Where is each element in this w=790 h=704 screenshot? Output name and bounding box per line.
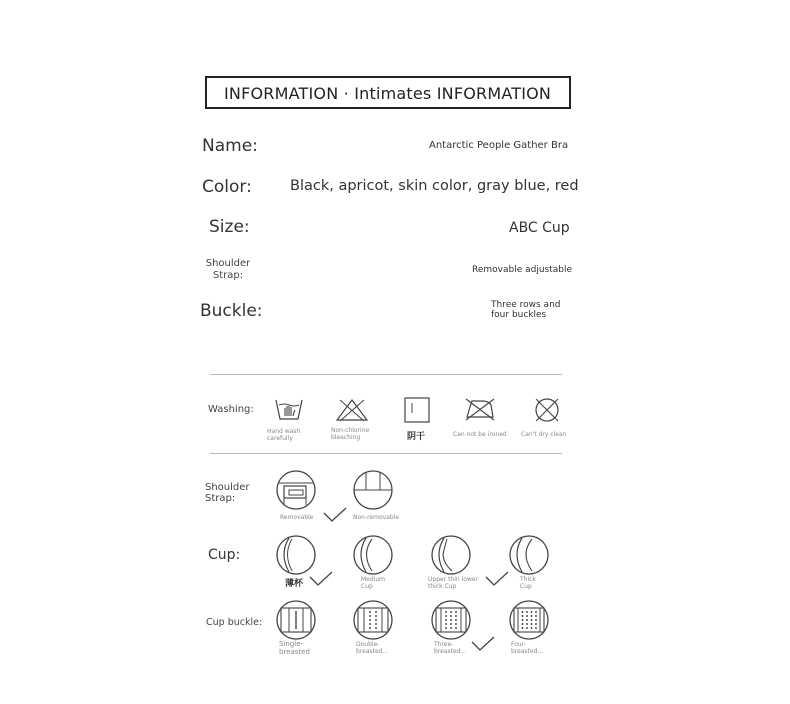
hand-wash-caption-1: Hand wash xyxy=(267,428,301,435)
strap-section-label xyxy=(205,482,250,504)
no-bleach-caption xyxy=(331,427,369,441)
no-dry-clean-icon xyxy=(533,396,561,424)
medium-cup-caption-1: Medium xyxy=(361,576,385,583)
thin-cup-caption: 薄杯 xyxy=(285,579,304,589)
buckle-value-line-1: Three rows and xyxy=(491,300,561,310)
thin-cup-icon[interactable] xyxy=(275,534,317,576)
hand-wash-caption-2: carefully xyxy=(267,435,293,442)
dry-shade-icon xyxy=(404,397,430,423)
upper-thin-cup-icon[interactable] xyxy=(430,534,472,576)
single-breasted-caption-2: breasted xyxy=(279,648,310,656)
strap-section-label-1: Shoulder xyxy=(205,482,250,493)
page-title: INFORMATION · Intimates INFORMATION xyxy=(224,84,552,103)
single-breasted-icon[interactable] xyxy=(275,599,317,641)
buckle-value xyxy=(491,300,561,320)
medium-cup-caption xyxy=(361,576,385,590)
upper-thin-cup-caption xyxy=(428,576,478,590)
divider-top xyxy=(210,374,562,375)
check-icon xyxy=(323,507,347,523)
strap-section-label-2: Strap: xyxy=(205,493,236,504)
thick-cup-caption-2: Cup xyxy=(520,583,532,590)
size-value: ABC Cup xyxy=(509,220,570,236)
cup-section-label: Cup: xyxy=(208,547,241,563)
non-removable-strap-icon[interactable] xyxy=(352,469,394,511)
color-label: Color: xyxy=(202,177,252,197)
removable-caption: Removable xyxy=(280,514,314,521)
no-dry-clean-caption: Can't dry clean xyxy=(521,431,567,438)
name-value: Antarctic People Gather Bra xyxy=(429,140,569,151)
hand-wash-icon xyxy=(275,396,303,422)
double-breasted-caption-1: Double- xyxy=(356,641,380,648)
double-breasted-icon[interactable] xyxy=(352,599,394,641)
upper-thin-cup-caption-2: thick Cup xyxy=(428,583,457,590)
upper-thin-cup-caption-1: Upper thin lower xyxy=(428,576,479,583)
buckle-label: Buckle: xyxy=(200,301,263,321)
hand-wash-caption xyxy=(267,428,300,442)
check-icon xyxy=(485,571,509,587)
thick-cup-caption-1: Thick xyxy=(520,576,536,583)
no-iron-caption: Can not be ironed xyxy=(453,431,507,438)
removable-strap-icon[interactable] xyxy=(275,469,317,511)
strap-label-line-2: Strap: xyxy=(212,270,244,281)
size-label: Size: xyxy=(209,217,250,237)
buckle-section-label: Cup buckle: xyxy=(206,617,263,628)
medium-cup-caption-2: Cup xyxy=(361,583,373,590)
three-breasted-caption xyxy=(434,641,466,655)
dry-shade-caption: 阴干 xyxy=(407,432,426,442)
strap-value: Removable adjustable xyxy=(472,265,573,275)
four-breasted-caption-1: Four- xyxy=(511,641,526,648)
single-breasted-caption-1: Single- xyxy=(279,640,304,648)
three-breasted-icon[interactable] xyxy=(430,599,472,641)
color-value: Black, apricot, skin color, gray blue, red xyxy=(290,178,579,194)
check-icon xyxy=(309,571,333,587)
strap-label-line-1: Shoulder xyxy=(205,258,251,269)
non-removable-caption: Non-removable xyxy=(353,514,400,521)
double-breasted-caption-2: breasted... xyxy=(356,648,389,655)
no-iron-icon xyxy=(464,397,496,421)
four-breasted-caption-2: breasted... xyxy=(511,648,544,655)
thick-cup-caption xyxy=(520,576,536,590)
medium-cup-icon[interactable] xyxy=(352,534,394,576)
four-breasted-icon[interactable] xyxy=(508,599,550,641)
no-bleach-caption-2: bleaching xyxy=(331,434,361,441)
name-label: Name: xyxy=(202,136,258,156)
check-icon xyxy=(471,636,495,652)
three-breasted-caption-2: breasted... xyxy=(434,648,467,655)
double-breasted-caption xyxy=(356,641,388,655)
buckle-value-line-2: four buckles xyxy=(491,310,547,320)
thick-cup-icon[interactable] xyxy=(508,534,550,576)
four-breasted-caption xyxy=(511,641,543,655)
divider-bottom xyxy=(210,453,562,454)
strap-label xyxy=(204,258,252,282)
washing-label: Washing: xyxy=(208,404,254,415)
no-bleach-caption-1: Non-chlorine xyxy=(331,427,370,434)
three-breasted-caption-1: Three- xyxy=(434,641,454,648)
no-bleach-icon xyxy=(336,398,368,422)
single-breasted-caption xyxy=(279,640,310,656)
